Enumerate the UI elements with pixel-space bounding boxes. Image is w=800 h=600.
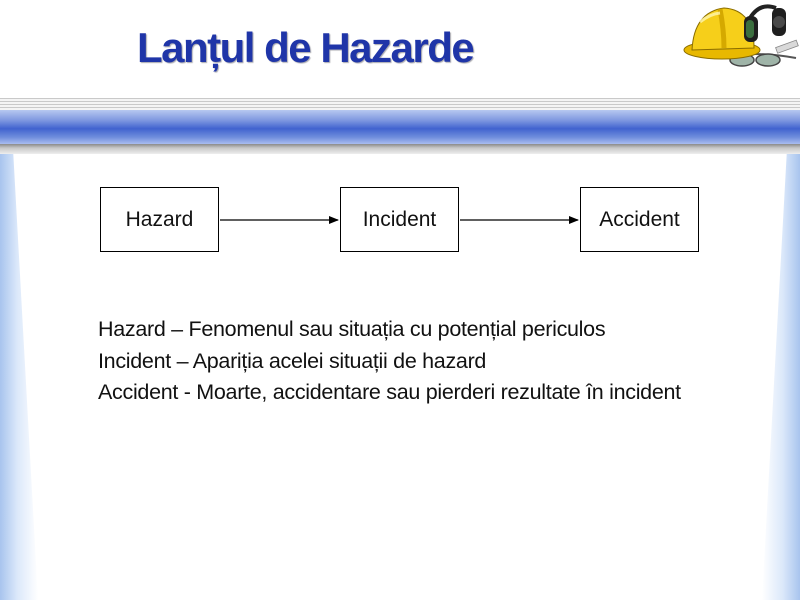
slide-title: Lanțul de Hazarde — [137, 24, 474, 71]
definitions-list — [98, 314, 681, 409]
node-incident-label: Incident — [362, 207, 437, 231]
node-accident-label: Accident — [599, 207, 680, 231]
header-bar-shadow — [0, 144, 800, 154]
node-hazard-label: Hazard — [125, 207, 194, 231]
node-hazard — [100, 187, 219, 252]
left-side-gradient — [0, 154, 38, 600]
right-side-gradient — [762, 154, 800, 600]
header-blue-bar — [0, 110, 800, 144]
header-striped-band — [0, 98, 800, 110]
hard-hat-and-ear-muffs-icon — [680, 0, 800, 74]
definition-hazard: Hazard – Fenomenul sau situația cu potențial periculos — [98, 317, 606, 341]
node-incident — [340, 187, 459, 252]
definition-incident: Incident – Apariția acelei situații de hazard — [98, 348, 487, 373]
node-accident — [580, 187, 699, 252]
definition-accident: Accident - Moarte, accidentare sau pierderi rezultate în incident — [98, 380, 681, 404]
